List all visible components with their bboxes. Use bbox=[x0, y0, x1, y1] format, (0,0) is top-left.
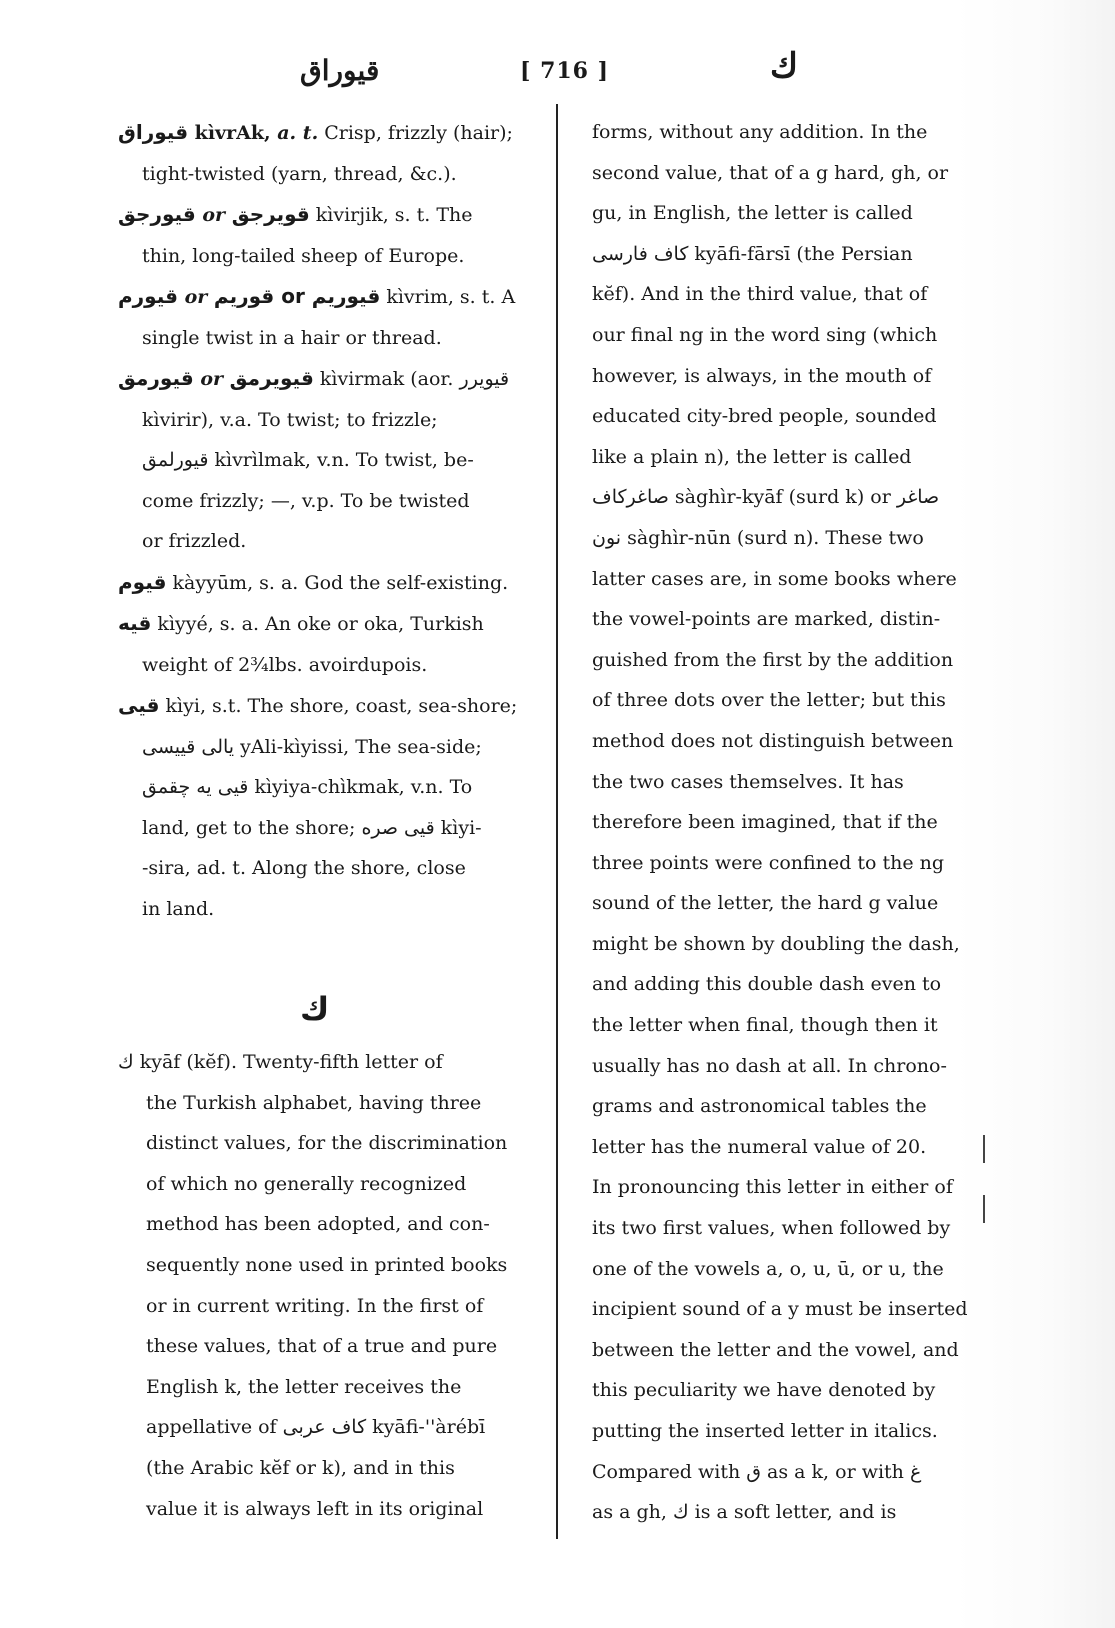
header-left-headword: قيوراق bbox=[300, 54, 380, 87]
text-line: English k, the letter receives the bbox=[146, 1375, 462, 1398]
text-line: صاغركاف sàghìr-kyāf (surd k) or صاغر bbox=[592, 486, 940, 509]
text-line: sequently none used in printed books bbox=[146, 1253, 508, 1276]
text-line: grams and astronomical tables the bbox=[592, 1095, 927, 1118]
header-right-letter: ك bbox=[770, 46, 799, 86]
text-line: this peculiarity we have denoted by bbox=[592, 1379, 936, 1402]
text-line: kĕf). And in the third value, that of bbox=[592, 283, 928, 306]
text-line: قيه kìyyé, s. a. An oke or oka, Turkish bbox=[118, 611, 484, 635]
text-line: the Turkish alphabet, having three bbox=[146, 1091, 482, 1114]
text-line: قيوراق kìvrAk, a. t. Crisp, frizzly (hair); bbox=[118, 120, 513, 144]
text-line: one of the vowels a, o, u, ū, or u, the bbox=[592, 1257, 944, 1280]
text-line: thin, long-tailed sheep of Europe. bbox=[142, 244, 465, 267]
page-header bbox=[0, 44, 1115, 94]
text-line: or frizzled. bbox=[142, 530, 247, 552]
text-line: gu, in English, the letter is called bbox=[592, 202, 913, 225]
text-line: incipient sound of a y must be inserted bbox=[592, 1298, 968, 1321]
text-line: the vowel-points are marked, distin- bbox=[592, 608, 941, 631]
entry-kayyum bbox=[118, 562, 548, 604]
text-line: Compared with ق as a k, or with غ bbox=[592, 1460, 922, 1483]
text-line: قيورم or قيوريم or قوريم kìvrim, s. t. A bbox=[118, 284, 516, 308]
text-line: single twist in a hair or thread. bbox=[142, 326, 442, 349]
text-line: second value, that of a g hard, gh, or bbox=[592, 161, 949, 184]
text-line: قيورلمق kìvrìlmak, v.n. To twist, be- bbox=[142, 449, 474, 471]
text-line: between the letter and the vowel, and bbox=[592, 1338, 959, 1361]
text-line: guished from the first by the addition bbox=[592, 648, 954, 671]
text-line: like a plain n), the letter is called bbox=[592, 445, 912, 468]
text-line: therefore been imagined, that if the bbox=[592, 811, 938, 834]
right-column bbox=[592, 112, 992, 1533]
text-line: نون sàghìr-nūn (surd n). These two bbox=[592, 526, 924, 549]
text-line: however, is always, in the mouth of bbox=[592, 364, 932, 387]
text-line: قيى kìyi, s.t. The shore, coast, sea-shore; bbox=[118, 693, 518, 717]
text-line: ك kyāf (kĕf). Twenty-fifth letter of bbox=[118, 1051, 443, 1073]
text-line: method does not distinguish between bbox=[592, 729, 954, 752]
left-column-kef-entry bbox=[118, 1042, 548, 1529]
text-line: the letter when final, though then it bbox=[592, 1014, 938, 1037]
text-line: value it is always left in its original bbox=[146, 1497, 484, 1520]
text-line: letter has the numeral value of 20. bbox=[592, 1135, 927, 1158]
text-line: kìvirir), v.a. To twist; to frizzle; bbox=[142, 408, 438, 431]
entry-kivrak bbox=[118, 112, 548, 194]
text-line: قيى يه چقمق kìyiya-chìkmak, v.n. To bbox=[142, 776, 473, 798]
text-line: as a gh, ك is a soft letter, and is bbox=[592, 1501, 897, 1524]
text-line: يالى قييسى yAli-kìyissi, The sea-side; bbox=[142, 735, 482, 758]
text-line: distinct values, for the discrimination bbox=[146, 1132, 508, 1155]
text-line: land, get to the shore; قيى صره kìyi- bbox=[142, 816, 482, 839]
text-line: and adding this double dash even to bbox=[592, 973, 942, 996]
text-line: sound of the letter, the hard g value bbox=[592, 892, 939, 915]
text-line: or in current writing. In the first of bbox=[146, 1294, 484, 1317]
section-letter-heading: ك bbox=[300, 990, 330, 1028]
text-line: its two first values, when followed by bbox=[592, 1217, 951, 1240]
text-line: our final ng in the word sing (which bbox=[592, 323, 938, 346]
text-line: قيورجق or قويرجق kìvirjik, s. t. The bbox=[118, 202, 473, 226]
text-line: -sira, ad. t. Along the shore, close bbox=[142, 857, 466, 879]
text-line: method has been adopted, and con- bbox=[146, 1213, 490, 1236]
left-column bbox=[118, 112, 548, 929]
text-line: these values, that of a true and pure bbox=[146, 1335, 498, 1358]
text-line: forms, without any addition. In the bbox=[592, 121, 928, 143]
text-line: In pronouncing this letter in either of bbox=[592, 1176, 953, 1199]
entry-kivirjik bbox=[118, 194, 548, 276]
entry-kiyi bbox=[118, 685, 548, 929]
text-line: of three dots over the letter; but this bbox=[592, 689, 946, 712]
entry-kivirmak bbox=[118, 358, 548, 562]
text-line: weight of 2¾lbs. avoirdupois. bbox=[142, 653, 428, 676]
text-line: of which no generally recognized bbox=[146, 1172, 467, 1195]
text-line: tight-twisted (yarn, thread, &c.). bbox=[142, 162, 457, 185]
text-line: كاف فارسى kyāfi-fārsī (the Persian bbox=[592, 242, 913, 265]
text-line: latter cases are, in some books where bbox=[592, 567, 957, 590]
text-line: قيورمق or قيويرمق kìvirmak (aor. قيويرر bbox=[118, 366, 510, 390]
text-line: putting the inserted letter in italics. bbox=[592, 1420, 938, 1442]
page-number: [ 716 ] bbox=[520, 58, 610, 84]
text-line: three points were confined to the ng bbox=[592, 851, 945, 874]
text-line: come frizzly; —, v.p. To be twisted bbox=[142, 489, 470, 512]
text-line: appellative of كاف عربى kyāfi-''àrébī bbox=[146, 1416, 486, 1439]
text-line: in land. bbox=[142, 897, 215, 920]
text-line: educated city-bred people, sounded bbox=[592, 405, 937, 428]
column-divider bbox=[556, 104, 558, 1539]
entry-kivrim bbox=[118, 276, 548, 358]
text-line: قيوم kàyyūm, s. a. God the self-existing. bbox=[118, 569, 509, 594]
text-line: the two cases themselves. It has bbox=[592, 770, 904, 793]
text-line: usually has no dash at all. In chrono- bbox=[592, 1054, 947, 1077]
text-line: might be shown by doubling the dash, bbox=[592, 932, 960, 955]
entry-kiyye bbox=[118, 603, 548, 685]
text-line: (the Arabic kĕf or k), and in this bbox=[146, 1456, 455, 1479]
